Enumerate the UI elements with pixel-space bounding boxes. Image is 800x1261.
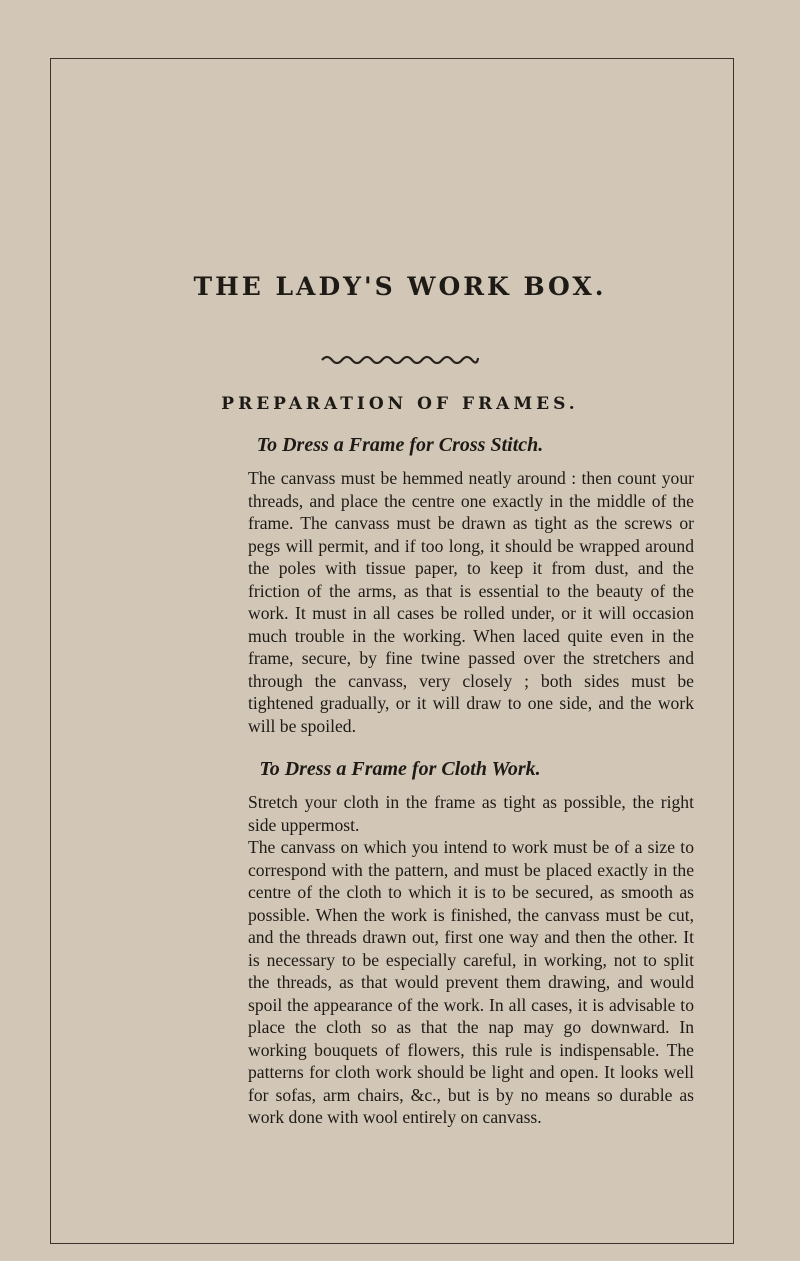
running-title: THE LADY'S WORK BOX. [193,272,607,301]
subheading-cross-stitch: To Dress a Frame for Cross Stitch. [256,434,544,456]
paragraph-cloth-canvass: The canvass on which you intend to work must be of a size to correspond with the pattern, and must be placed exactly in the centre of the cloth to which it is to be secured, as smooth as possible. When the work is finished, the canvass must be cut, and the threads drawn out, first one way and then the other. It is necessary to be especially careful, in working, not to split the threads, as that would prevent them drawing, and would spoil the appearance of the work. In all cases, it is advisable to place the cloth so as that the nap may go downward. In working bouquets of flowers, this rule is indispensable. The patterns for cloth work should be light and open. It looks well for sofas, arm chairs, &c., but is by no means so durable as work done with wool entirely on canvass. [248,837,694,1127]
paragraph-cloth-stretch: Stretch your cloth in the frame as tight as possible, the right side uppermost. [248,792,694,835]
wavy-rule-ornament [320,352,480,366]
subheading-cloth-work: To Dress a Frame for Cloth Work. [259,758,541,780]
section-heading: PREPARATION OF FRAMES. [221,394,579,414]
paragraph-cross-stitch: The canvass must be hemmed neatly around : then count your threads, and place the centre one exactly in the middle of the frame. The canvass must be drawn as tight as the screws or pegs will permit, and if too long, it should be wrapped around the poles with tissue paper, to keep it from dust, and the friction of the arms, as that is essential to the beauty of the work. It must in all cases be rolled under, or it will occasion much trouble in the working. When laced quite even in the frame, secure, by fine twine passed over the stretchers and through the canvass, very closely ; both sides must be tightened gradually, or it will draw to one side, and the work will be spoiled. [248,468,694,736]
